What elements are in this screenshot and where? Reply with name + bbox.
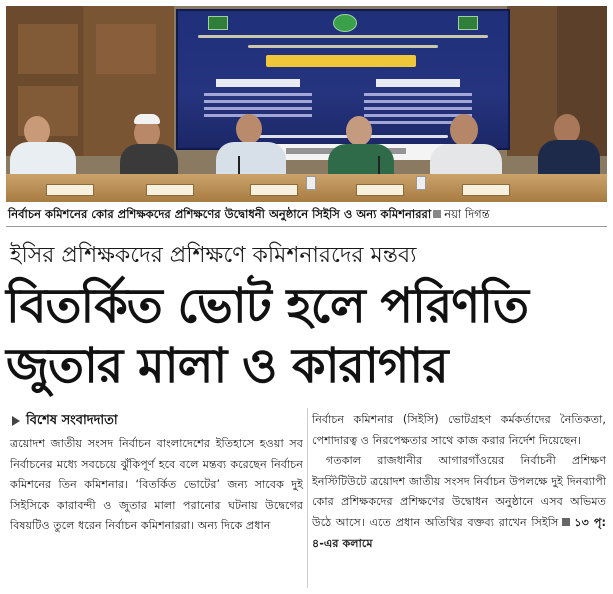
caption-text: নির্বাচন কমিশনের কোর প্রশিক্ষকদের প্রশিক্ষণের উদ্বোধনী অনুষ্ঠানে সিইসি ও অন্য কমিশনাররা bbox=[8, 207, 432, 221]
screen-column-left bbox=[198, 79, 318, 121]
byline bbox=[12, 411, 118, 432]
kicker-headline: ইসির প্রশিক্ষকদের প্রশিক্ষণে কমিশনারদের মন্তব্য bbox=[10, 243, 417, 268]
article-paragraph: ত্রয়োদশ জাতীয় সংসদ নির্বাচন বাংলাদেশের ইতিহাসে হওয়া সব নির্বাচনের মধ্যে সবচেয়ে ঝুঁকিপূর্ণ হবে বলে মন্তব্য করেছেন নির্বাচন কমিশনের তিন কমিশনার। ‘বিতর্কিত ভোটের’ জন্য সাবেক দুই সিইসিকে কারাবন্দী ও জুতার মালা পরানোর ঘটনায় উদ্বেগের বিষয়টিও তুলে ধরেন নির্বাচন কমিশনাররা। অন্য দিকে প্রধান bbox=[10, 437, 303, 533]
water-glass bbox=[306, 176, 316, 190]
headline-line-2: জুতার মালা ও কারাগার bbox=[6, 338, 448, 394]
photo-caption bbox=[8, 206, 608, 225]
article-paragraph-text: গতকাল রাজধানীর আগারগাঁওয়ের নির্বাচনী প্রশিক্ষণ ইনস্টিটিউটে ত্রয়োদশ জাতীয় সংসদ নির্বাচন উপলক্ষে দুই দিনব্যাপী কোর প্রশিক্ষকদের প্রশিক্ষণের উদ্বোধন অনুষ্ঠানে এসব অভিমত উঠে আসে। এতে প্রধান অতিথির বক্তব্য রাখেন সিইসি bbox=[312, 454, 606, 529]
byline-text: বিশেষ সংবাদদাতা bbox=[26, 413, 118, 428]
flag-icon bbox=[458, 16, 478, 30]
article-paragraph-2 bbox=[312, 451, 606, 554]
continued-text[interactable]: ১৩ পৃ: ৪-এর কলামে bbox=[312, 515, 607, 550]
screen-text-line bbox=[198, 35, 488, 38]
screen-text-line bbox=[248, 45, 438, 48]
screen-title-bar bbox=[266, 55, 416, 67]
caption-source: নয়া দিগন্ত bbox=[444, 207, 490, 221]
nameplate bbox=[46, 184, 94, 196]
wall-panel bbox=[96, 24, 156, 74]
water-glass bbox=[416, 176, 426, 190]
triangle-bullet-icon bbox=[12, 416, 20, 426]
flag-icon bbox=[208, 16, 228, 30]
article-column-right bbox=[312, 410, 606, 554]
nameplate bbox=[462, 184, 510, 196]
divider bbox=[6, 226, 607, 227]
square-bullet-icon bbox=[562, 518, 570, 526]
column-divider bbox=[307, 408, 308, 588]
nameplate bbox=[356, 184, 404, 196]
emblem-icon bbox=[333, 14, 357, 32]
news-photo bbox=[6, 6, 607, 202]
headline-line-1: বিতর্কিত ভোট হলে পরিণতি bbox=[6, 278, 528, 334]
wall-panel bbox=[18, 24, 78, 74]
article-column-left bbox=[10, 434, 303, 537]
nameplate bbox=[250, 184, 298, 196]
screen-date-line bbox=[238, 135, 448, 138]
article-paragraph: নির্বাচন কমিশনার (সিইসি) ভোটগ্রহণ কর্মকর্তাদের নৈতিকতা, পেশাদারত্ব ও নিরপেক্ষতার সাথে কাজ করার নির্দেশ দিয়েছেন। bbox=[312, 413, 606, 447]
nameplate bbox=[146, 184, 194, 196]
caption-separator-icon bbox=[433, 210, 441, 218]
